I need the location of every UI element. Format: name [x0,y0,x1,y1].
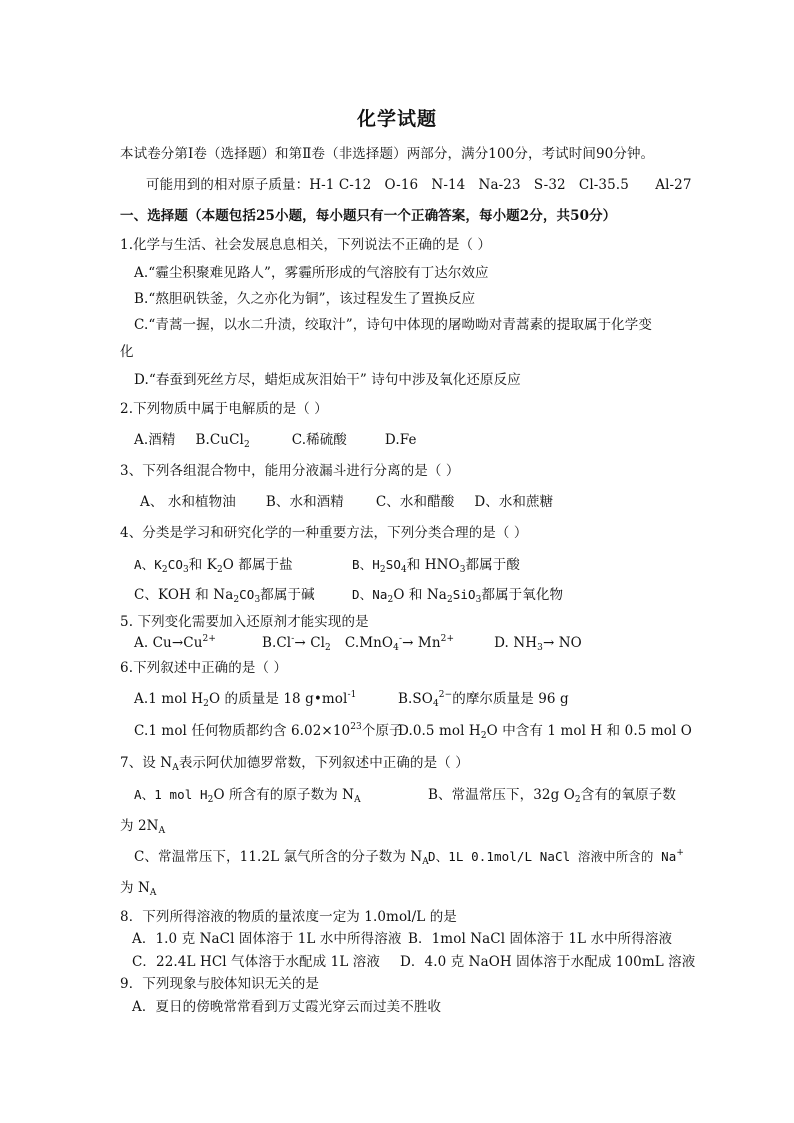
q8-option-a: A．1.0 克 NaCl 固体溶于 1L 水中所得溶液 [132,931,402,947]
q4-option-a: A、$K_2CO_3$和 $K_2O$ 都属于盐 [134,557,293,575]
mass-al: Al-27 [655,177,692,193]
q5-option-d: D. $NH_3\to$ NO [494,635,582,653]
q6-option-d: D.0.5 mol $H_2O$ 中含有 1 mol H 和 0.5 mol O [398,723,692,741]
mass-h: H-1 [309,177,335,193]
q8-option-d: D．4.0 克 NaOH 固体溶于水配成 100mL 溶液 [400,954,696,970]
q4-stem: 4、分类是学习和研究化学的一种重要方法，下列分类合理的是（ ） [120,525,528,541]
q6-option-a: A.1 mol $H_2O$ 的质量是 18 g•mol$^{-1}$ [134,690,357,709]
q2-stem: 2.下列物质中属于电解质的是（ ） [120,401,328,417]
q1-option-b: B.“熬胆矾铁釜，久之亦化为铜”，该过程发生了置换反应 [134,291,476,307]
intro: 本试卷分第Ⅰ卷（选择题）和第Ⅱ卷（非选择题）两部分，满分100分，考试时间90分钟。 [120,146,655,162]
q9-stem: 9．下列现象与胶体知识无关的是 [120,976,320,992]
q6-option-c: C.1 mol 任何物质都约含 $6.02\times 10^{23}$个原子 [134,722,403,739]
q5-stem: 5. 下列变化需要加入还原剂才能实现的是 [120,614,369,630]
atomic-masses [146,176,692,194]
q3-stem: 3、下列各组混合物中，能用分液漏斗进行分离的是（ ） [120,463,460,479]
q6-stem: 6.下列叙述中正确的是（ ） [120,660,288,676]
q4-option-d: D、$Na_2O$ 和 $Na_2SiO_3$都属于氧化物 [352,587,564,605]
q3-options [140,493,553,511]
q7-option-d-cont: 为 $N_A$ [120,880,157,898]
q1-option-a: A.“霾尘积聚难见路人”，雾霾所形成的气溶胶有丁达尔效应 [134,265,489,281]
q7-option-c: C、常温常压下，11.2L 氯气所含的分子数为 $N_A$ [134,849,429,867]
q8-option-b: B．1mol NaCl 固体溶于 1L 水中所得溶液 [408,931,673,947]
q5-options [134,634,582,652]
q7-option-b: B、常温常压下，32g $O_2$含有的氧原子数 [428,787,676,805]
q1-option-c: C.“青蒿一握，以水二升渍，绞取汁”，诗句中体现的屠呦呦对青蒿素的提取属于化学变 [134,317,652,333]
q7-option-d: D、1L 0.1mol/L NaCl 溶液中所含的 Na+ [428,848,684,864]
q7-stem: 7、设 $N_A$表示阿伏加德罗常数，下列叙述中正确的是（ ） [120,755,469,773]
q3-option-c: C、水和醋酸 [375,494,455,510]
section-heading: 一、选择题（本题包括25小题，每小题只有一个正确答案，每小题2分，共50分） [120,208,617,224]
q3-option-a: A、 水和植物油 [140,494,236,510]
atomic-mass-label: 可能用到的相对原子质量： [146,177,310,193]
q2-option-c: C.稀硫酸 [291,432,347,448]
q7-option-b-cont: 为 $2N_A$ [120,818,166,836]
mass-n: N-14 [431,177,466,193]
q4-option-c: C、KOH 和 $Na_2CO_3$都属于碱 [134,587,315,605]
q2-option-a: A.酒精 [134,432,176,448]
q1-option-d: D.“春蚕到死丝方尽，蜡炬成灰泪始干” 诗句中涉及氧化还原反应 [134,372,521,388]
mass-na: Na-23 [478,177,521,193]
q2-options [134,431,417,449]
q8-option-c: C．22.4L HCl 气体溶于水配成 1L 溶液 [132,954,380,970]
q9-option-a: A．夏日的傍晚常常看到万丈霞光穿云而过美不胜收 [132,999,442,1015]
q7-option-a: A、1 mol $H_2O$ 所含有的原子数为 $N_A$ [134,787,361,805]
q1-stem: 1.化学与生活、社会发展息息相关，下列说法不正确的是（ ） [120,237,492,253]
mass-cl: Cl-35.5 [578,177,629,193]
q6-option-b: $B.SO_4^{2-}$的摩尔质量是 96 g [398,690,569,709]
mass-s: S-32 [533,177,566,193]
page-title: 化学试题 [356,108,437,130]
q5-option-b: $B.Cl^-\to Cl_2$ [261,634,331,653]
q1-option-c-cont: 化 [120,344,134,360]
mass-c: C-12 [338,177,372,193]
q2-option-b: B.CuCl$_2$ [195,432,250,450]
q5-option-c: $C.MnO_4^-\to Mn^{2+}$ [344,634,455,653]
q4-option-b: B、$H_2SO_4$和 $HNO_3$都属于酸 [352,557,520,575]
q3-option-b: B、水和酒精 [265,494,344,510]
q5-option-a: A. $Cu\to Cu^{2+}$ [134,634,216,651]
mass-o: O-16 [384,177,419,193]
q2-option-d: D.Fe [384,432,417,448]
q8-stem: 8．下列所得溶液的物质的量浓度一定为 1.0mol/L 的是 [120,909,457,925]
q3-option-d: D、水和蔗糖 [474,494,554,510]
